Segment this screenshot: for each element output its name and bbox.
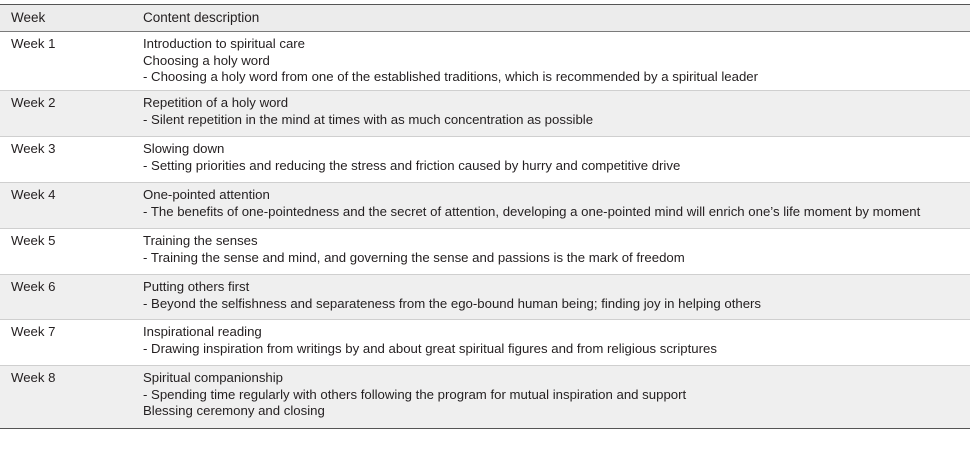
content-cell — [143, 95, 970, 136]
content-line: - Drawing inspiration from writings by and about great spiritual figures and from religious scriptures — [143, 340, 717, 356]
content-line: Introduction to spiritual care — [143, 36, 305, 51]
week-cell: Week 6 — [11, 279, 56, 294]
table-row-week-5 — [0, 229, 970, 275]
content-line: Blessing ceremony and closing — [143, 403, 325, 418]
content-line: Putting others first — [143, 279, 250, 294]
week-cell: Week 7 — [11, 324, 56, 339]
table-row-week-1 — [0, 32, 970, 91]
table-row-week-2 — [0, 91, 970, 137]
content-line: Inspirational reading — [143, 324, 262, 339]
content-line: - Choosing a holy word from one of the established traditions, which is recommended by a spiritual leader — [143, 69, 759, 84]
content-line: - The benefits of one-pointedness and the secret of attention, developing a one-pointed mind will enrich one’s life moment by moment — [143, 203, 921, 219]
content-cell — [143, 370, 970, 428]
content-cell — [143, 233, 970, 274]
header-content-description: Content description — [143, 9, 260, 25]
table-row-week-8 — [0, 366, 970, 428]
table-row-week-3 — [0, 137, 970, 183]
week-cell: Week 5 — [11, 233, 56, 248]
content-line: Choosing a holy word — [143, 52, 270, 68]
header-week: Week — [11, 9, 46, 25]
content-line: Repetition of a holy word — [143, 95, 289, 110]
content-line: - Silent repetition in the mind at times with as much concentration as possible — [143, 111, 594, 127]
content-line: - Training the sense and mind, and governing the sense and passions is the mark of freedom — [143, 249, 685, 265]
table-row-week-6 — [0, 275, 970, 320]
week-cell: Week 3 — [11, 141, 56, 156]
content-cell — [143, 324, 970, 365]
week-cell: Week 4 — [11, 187, 56, 202]
content-cell — [143, 187, 970, 228]
content-cell — [143, 279, 970, 319]
table-header — [0, 5, 970, 32]
table-row-week-7 — [0, 320, 970, 366]
content-line: Slowing down — [143, 141, 225, 156]
program-table — [0, 4, 970, 429]
content-line: - Setting priorities and reducing the stress and friction caused by hurry and competitive drive — [143, 157, 681, 173]
content-cell — [143, 36, 970, 90]
week-cell: Week 2 — [11, 95, 56, 110]
content-cell — [143, 141, 970, 182]
content-line: Spiritual companionship — [143, 370, 284, 385]
week-cell: Week 8 — [11, 370, 56, 385]
week-cell: Week 1 — [11, 36, 56, 51]
table-row-week-4 — [0, 183, 970, 229]
content-line: - Spending time regularly with others following the program for mutual inspiration and support — [143, 386, 687, 402]
content-line: One-pointed attention — [143, 187, 270, 202]
content-line: Training the senses — [143, 233, 258, 248]
content-line: - Beyond the selfishness and separateness from the ego-bound human being; finding joy in helping others — [143, 295, 762, 311]
